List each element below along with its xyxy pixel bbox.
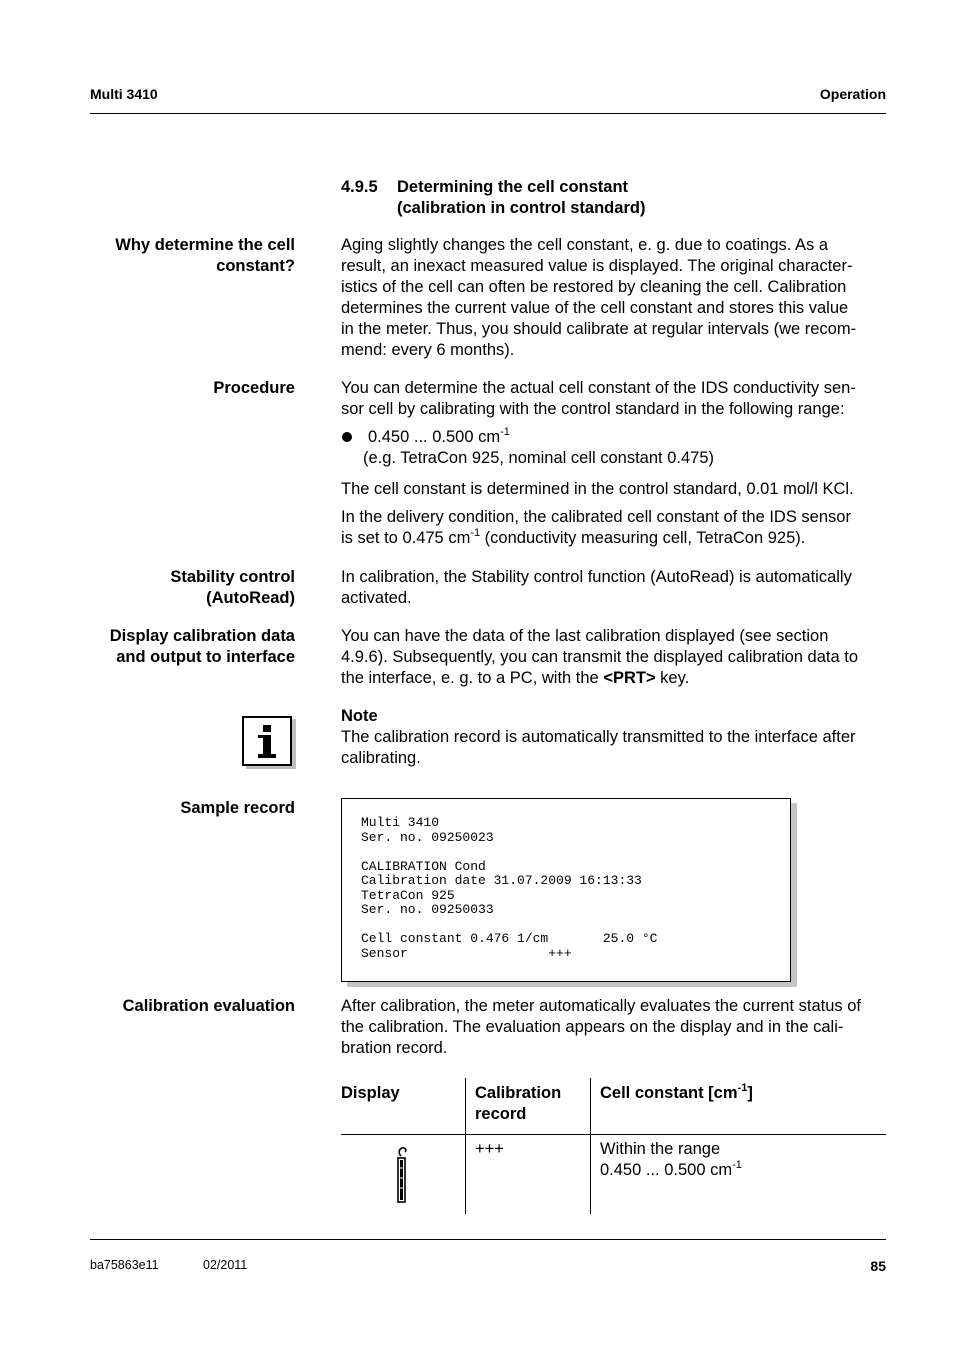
table-cell-constant-line1: Within the range [600,1140,721,1158]
stability-label-line1: Stability control [170,568,295,586]
footer-doc-id: ba75863e11 [90,1258,159,1272]
note-block [341,706,889,769]
display-cal-label-line2: and output to interface [116,648,295,666]
display-cal-label [75,626,295,668]
range-value: 0.450 ... 0.500 cm [368,428,501,446]
table-header-constant-text: Cell constant [cm [600,1084,738,1102]
record-line: Ser. no. 09250023 [361,829,494,845]
footer-date: 02/2011 [203,1258,248,1272]
procedure-para2: The cell constant is determined in the control standard, 0.01 mol/l KCl. [341,480,854,498]
table-divider [590,1078,591,1214]
record-line: TetraCon 925 [361,887,455,903]
why-label-line1: Why determine the cell [115,236,295,254]
table-cell-record: +++ [475,1140,504,1158]
why-line: determines the current value of the cell constant and stores this value [341,299,849,317]
prt-key: <PRT> [603,669,656,687]
procedure-label: Procedure [213,379,295,397]
note-title: Note [341,707,378,725]
display-cal-line1: You can have the data of the last calibration displayed (see section [341,627,829,645]
display-cal-line3a: the interface, e. g. to a PC, with the [341,669,604,687]
table-cell-constant-sup: -1 [732,1158,742,1171]
table-header-record-line1: Calibration [475,1084,562,1102]
table-cell-constant-line2: 0.450 ... 0.500 cm [600,1161,733,1179]
evaluation-line3: bration record. [341,1039,448,1057]
section-title-line2: (calibration in control standard) [397,199,646,217]
record-line: Cell constant 0.476 1/cm 25.0 °C [361,931,658,946]
why-line: in the meter. Thus, you should calibrate at regular intervals (we recom- [341,320,857,338]
procedure-para3-line1: In the delivery condition, the calibrated cell constant of the IDS sensor [341,508,851,526]
procedure-para3-sup: -1 [470,526,481,539]
table-divider [465,1078,466,1214]
procedure-para3-line2a: is set to 0.475 cm [341,529,471,547]
record-line: Ser. no. 09250033 [361,902,494,917]
section-number: 4.9.5 [341,178,378,196]
why-label-line2: constant? [216,257,295,275]
note-line1: The calibration record is automatically transmitted to the interface after [341,728,856,746]
range-unit-sup: -1 [500,425,510,438]
procedure-intro-line2: sor cell by calibrating with the control standard in the following range: [341,400,845,418]
record-line: Calibration date 31.07.2009 16:13:33 [361,873,642,888]
table-header-constant-end: ] [747,1084,753,1102]
why-label [75,235,295,277]
evaluation-line2: the calibration. The evaluation appears on the display and in the cali- [341,1018,844,1036]
table-header-constant-sup: -1 [737,1081,748,1094]
table-header-constant [600,1083,753,1104]
why-line: Aging slightly changes the cell constant, e. g. due to coatings. As a [341,236,829,254]
evaluation-line1: After calibration, the meter automatically evaluates the current status of [341,997,862,1015]
table-cell-constant [600,1139,742,1181]
table-header-rule [341,1134,886,1135]
display-cal-line2: 4.9.6). Subsequently, you can transmit the displayed calibration data to [341,648,859,666]
display-cal-line3b: key. [655,669,690,687]
stability-label [75,567,295,609]
range-note: (e.g. TetraCon 925, nominal cell constant 0.475) [363,449,714,467]
sample-record-text [361,816,657,961]
info-icon [242,716,292,766]
header-title: Multi 3410 [90,86,158,102]
note-line2: calibrating. [341,749,421,767]
record-line [361,918,657,933]
why-line: result, an inexact measured value is displayed. The original character- [341,257,853,275]
record-line: Sensor +++ [361,945,572,961]
table-header-display: Display [341,1084,400,1102]
header-rule [90,113,886,114]
table-header-record [475,1083,561,1125]
display-cal-label-line1: Display calibration data [109,627,295,645]
why-line: mend: every 6 months). [341,341,515,359]
table-header-record-line2: record [475,1105,527,1123]
procedure-para3 [341,507,889,549]
stability-line1: In calibration, the Stability control function (AutoRead) is automatically [341,568,852,586]
display-cal-paragraph [341,626,889,689]
stability-label-line2: (AutoRead) [206,589,295,607]
record-line: CALIBRATION Cond [361,858,486,874]
procedure-para3-line2b: (conductivity measuring cell, TetraCon 925). [480,529,806,547]
stability-line2: activated. [341,589,412,607]
evaluation-label: Calibration evaluation [122,997,295,1015]
evaluation-paragraph [341,996,889,1059]
sample-record-box [341,798,791,982]
bullet-icon [342,432,352,442]
procedure-intro-line1: You can determine the actual cell constant of the IDS conductivity sen- [341,379,856,397]
procedure-intro [341,378,889,420]
sensor-bar-icon [394,1146,410,1204]
record-line [361,845,657,860]
section-heading [341,177,645,219]
sample-record-label: Sample record [180,799,295,817]
range-bullet [363,425,888,469]
why-paragraph [341,235,889,361]
page-number: 85 [870,1258,886,1274]
stability-paragraph [341,567,889,609]
why-line: istics of the cell can often be restored by cleaning the cell. Calibration [341,278,847,296]
footer-rule [90,1239,886,1240]
record-line: Multi 3410 [361,815,440,830]
section-title-line1: Determining the cell constant [397,178,629,196]
header-chapter: Operation [819,86,886,102]
